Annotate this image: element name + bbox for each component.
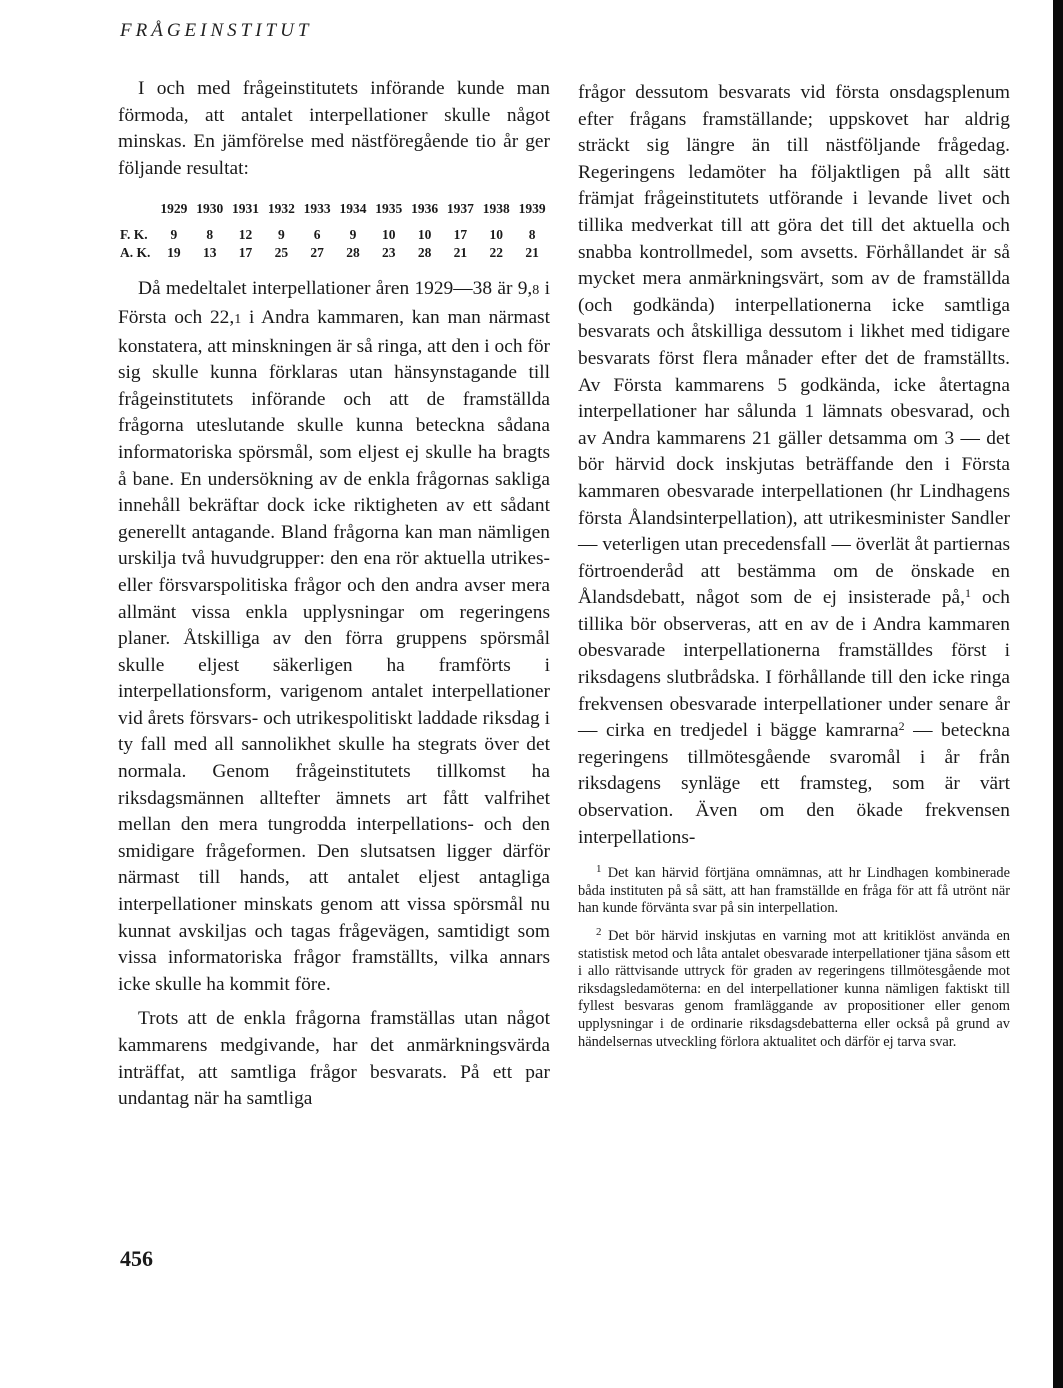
row-label: F. K. xyxy=(120,227,148,243)
table-cell: 13 xyxy=(202,245,217,261)
decimal-digit: 1 xyxy=(234,311,242,327)
table-header-row xyxy=(118,200,550,226)
table-cell: 25 xyxy=(274,245,289,261)
page-edge-shadow xyxy=(1053,0,1063,1388)
table-cell: 9 xyxy=(170,227,178,243)
footnote-mark: 2 xyxy=(596,926,602,938)
year-header: 1937 xyxy=(446,201,474,217)
table-cell: 8 xyxy=(206,227,214,243)
table-cell: 10 xyxy=(417,227,432,243)
year-header: 1930 xyxy=(196,201,224,217)
table-cell: 22 xyxy=(489,245,503,261)
analysis-text-a: Då medeltalet interpellationer åren 1929—38 är 9, xyxy=(138,278,533,300)
table-cell: 19 xyxy=(167,245,181,261)
table-cell: 21 xyxy=(525,245,539,261)
table-cell: 9 xyxy=(277,227,285,243)
footnote xyxy=(578,924,1010,1051)
answers-paragraph: Trots att de enkla frågorna framställas utan något kammarens medgivande, har det anmärkningsvärda inträffat, att samtliga frågor besvarats. På ett par undantag när ha samtliga xyxy=(118,1008,550,1110)
table-cell: 28 xyxy=(346,245,360,261)
footnote-text: Det kan härvid förtjäna omnämnas, att hr Lindhagen kombinerade båda instituten på så sätt, att han framställde en fråga för att få utrönt när han kunde förvänta svar på sin interpellation. xyxy=(578,865,1010,917)
table-cell: 9 xyxy=(349,227,357,243)
decimal-digit: 8 xyxy=(532,283,540,299)
table-cell: 8 xyxy=(528,227,536,243)
table-cell: 23 xyxy=(382,245,396,261)
left-column xyxy=(118,76,550,1113)
year-header: 1936 xyxy=(411,201,439,217)
year-header: 1932 xyxy=(267,201,295,217)
intro-paragraph: I och med frågeinstitutets införande kunde man förmoda, att antalet interpellationer skulle något minskas. En jämförelse med nästföregående tio år ger följande resultat: xyxy=(118,78,550,179)
row-label: A. K. xyxy=(120,245,151,261)
year-header: 1938 xyxy=(482,201,510,217)
footnote-text: Det bör härvid inskjutas en varning mot att kritiklöst använda en statistisk metod och låta antalet obesvarade interpellationer tjäna såsom ett i allo rättvisande uttryck för graden av regeringens tillmötesgående mot riksdagsledamöterna: en del interpellationer kunna nämligen faktiskt till fyllest besvaras genom framläggande av propositioner eller genom upplysningar i de ordinarie riksdagsdebatterna eller också på grund av händelsernas utveckling förlora aktualitet och därför ej tarva svar. xyxy=(578,928,1010,1050)
page-number: 456 xyxy=(120,1246,153,1271)
continuation-paragraph xyxy=(578,80,1010,851)
running-head: FRÅGEINSTITUT xyxy=(120,20,313,41)
year-header: 1931 xyxy=(232,201,260,217)
continuation-text-c: — beteckna regeringens tillmötesgående svaromål i år från riksdagens synläge ett framsteg, som är värt observation. Även om den ökade frekvensen interpellations- xyxy=(578,720,1010,848)
table-cell: 17 xyxy=(238,245,253,261)
footnotes xyxy=(578,861,1010,1051)
right-column xyxy=(578,80,1010,1057)
table-row xyxy=(118,226,550,244)
footnote-ref: 1 xyxy=(964,586,971,601)
year-header: 1934 xyxy=(339,201,367,217)
table-cell: 28 xyxy=(417,245,432,261)
year-header: 1929 xyxy=(160,201,188,217)
table-cell: 10 xyxy=(382,227,396,243)
table-cell: 17 xyxy=(453,227,468,243)
table-cell: 27 xyxy=(310,245,324,261)
continuation-text-a: frågor dessutom besvarats vid första onsdagsplenum efter frågans framställande; uppskovet har aldrig sträckt sig längre än till nästföljande frågedag. Regeringens ledamöter ha följaktligen på allt sätt främjat frågeinstitutets utförande i levande livet och tillika medverkat till att göra det till det aktuella och snabba kontrollmedel, som avsetts. Förhållandet är så mycket mera anmärkningsvärt, som av de framställda (och godkända) interpellationerna icke samtliga besvarats och åtskilliga dessutom i likhet med tidigare besvarats först flera månader efter det de framställts. Av Första kammarens 5 godkända, icke återtagna interpellationer har sålunda 1 lämnats obesvarad, och av Andra kammarens 21 gäller detsamma om 3 — det bör härvid dock inskjutas beträffande den i Första kammaren obesvarade interpellationen (hr Lindhagens första Ålandsinterpellation), att utrikesminister Sandler — veterligen utan precedensfall — överlät åt partiernas förtroenderåd att bestämma om de önskade en Ålandsdebatt, något som de ej insisterade på, xyxy=(578,82,1010,609)
table-cell: 10 xyxy=(489,227,503,243)
footnote xyxy=(578,861,1010,918)
continuation-text-b: och tillika bör observeras, att en av de i Andra kammaren obesvarade interpellationerna framställdes först i riksdagens slutbrådska. I förhållande till den icke ringa frekvensen obesvarade interpellationer under senare år — cirka en tredjedel i bägge kamrarna xyxy=(578,587,1010,742)
interpellation-table xyxy=(118,200,550,262)
table-cell: 21 xyxy=(453,245,468,261)
table-cell: 12 xyxy=(238,227,253,243)
year-header: 1939 xyxy=(518,201,546,217)
year-header: 1933 xyxy=(303,201,331,217)
year-header: 1935 xyxy=(375,201,403,217)
analysis-paragraph xyxy=(118,276,550,998)
footnote-ref: 2 xyxy=(898,719,905,734)
footnote-mark: 1 xyxy=(596,863,602,876)
analysis-text-c: i Andra kammaren, kan man närmast konstatera, att minskningen är så ringa, att den i och för sig skulle kunna förklaras utan hänsynstagande till frågeinstitutets införande och att de framställda frågorna uteslutande skulle kunna beteckna sådana informatoriska spörsmål, som eljest ej skulle ha bragts å bane. En undersökning av de enkla frågornas sakliga innehåll bekräftar dock icke riktigheten av ett sådant generellt antagande. Bland frågorna kan man nämligen urskilja två huvudgrupper: den ena rör aktuella utrikes- eller försvarspolitiska frågor och den andra avser mera allmänt vissa enkla upplysningar om regeringens planer. Åtskilliga av den förra gruppens spörsmål skulle eljest säkerligen ha framförts i interpellationsform, varigenom antalet interpellationer vid årets försvars- och utrikespolitiskt laddade riksdag i ty fall med all sannolikhet skulle ha stegrats över det normala. Genom frågeinstitutets tillkomst ha riksdagsmännen alltefter ämnets art fått valfrihet mellan den mera tungrodda interpellations- och den smidigare frågeformen. Den slutsatsen ligger därför närmast till hands, att antalet eljest antagliga interpellationer minskats genom att vissa spörsmål nu kunnat avskiljas och tagas frågevägen, samtidigt som vissa informatoriska frågor framställts, vilka annars icke skulle ha kommit före. xyxy=(118,306,550,995)
analysis-text-b: i Första och 22, xyxy=(118,278,550,328)
table-row xyxy=(118,244,550,262)
table-cell: 6 xyxy=(313,227,321,243)
table-corner xyxy=(118,200,156,226)
